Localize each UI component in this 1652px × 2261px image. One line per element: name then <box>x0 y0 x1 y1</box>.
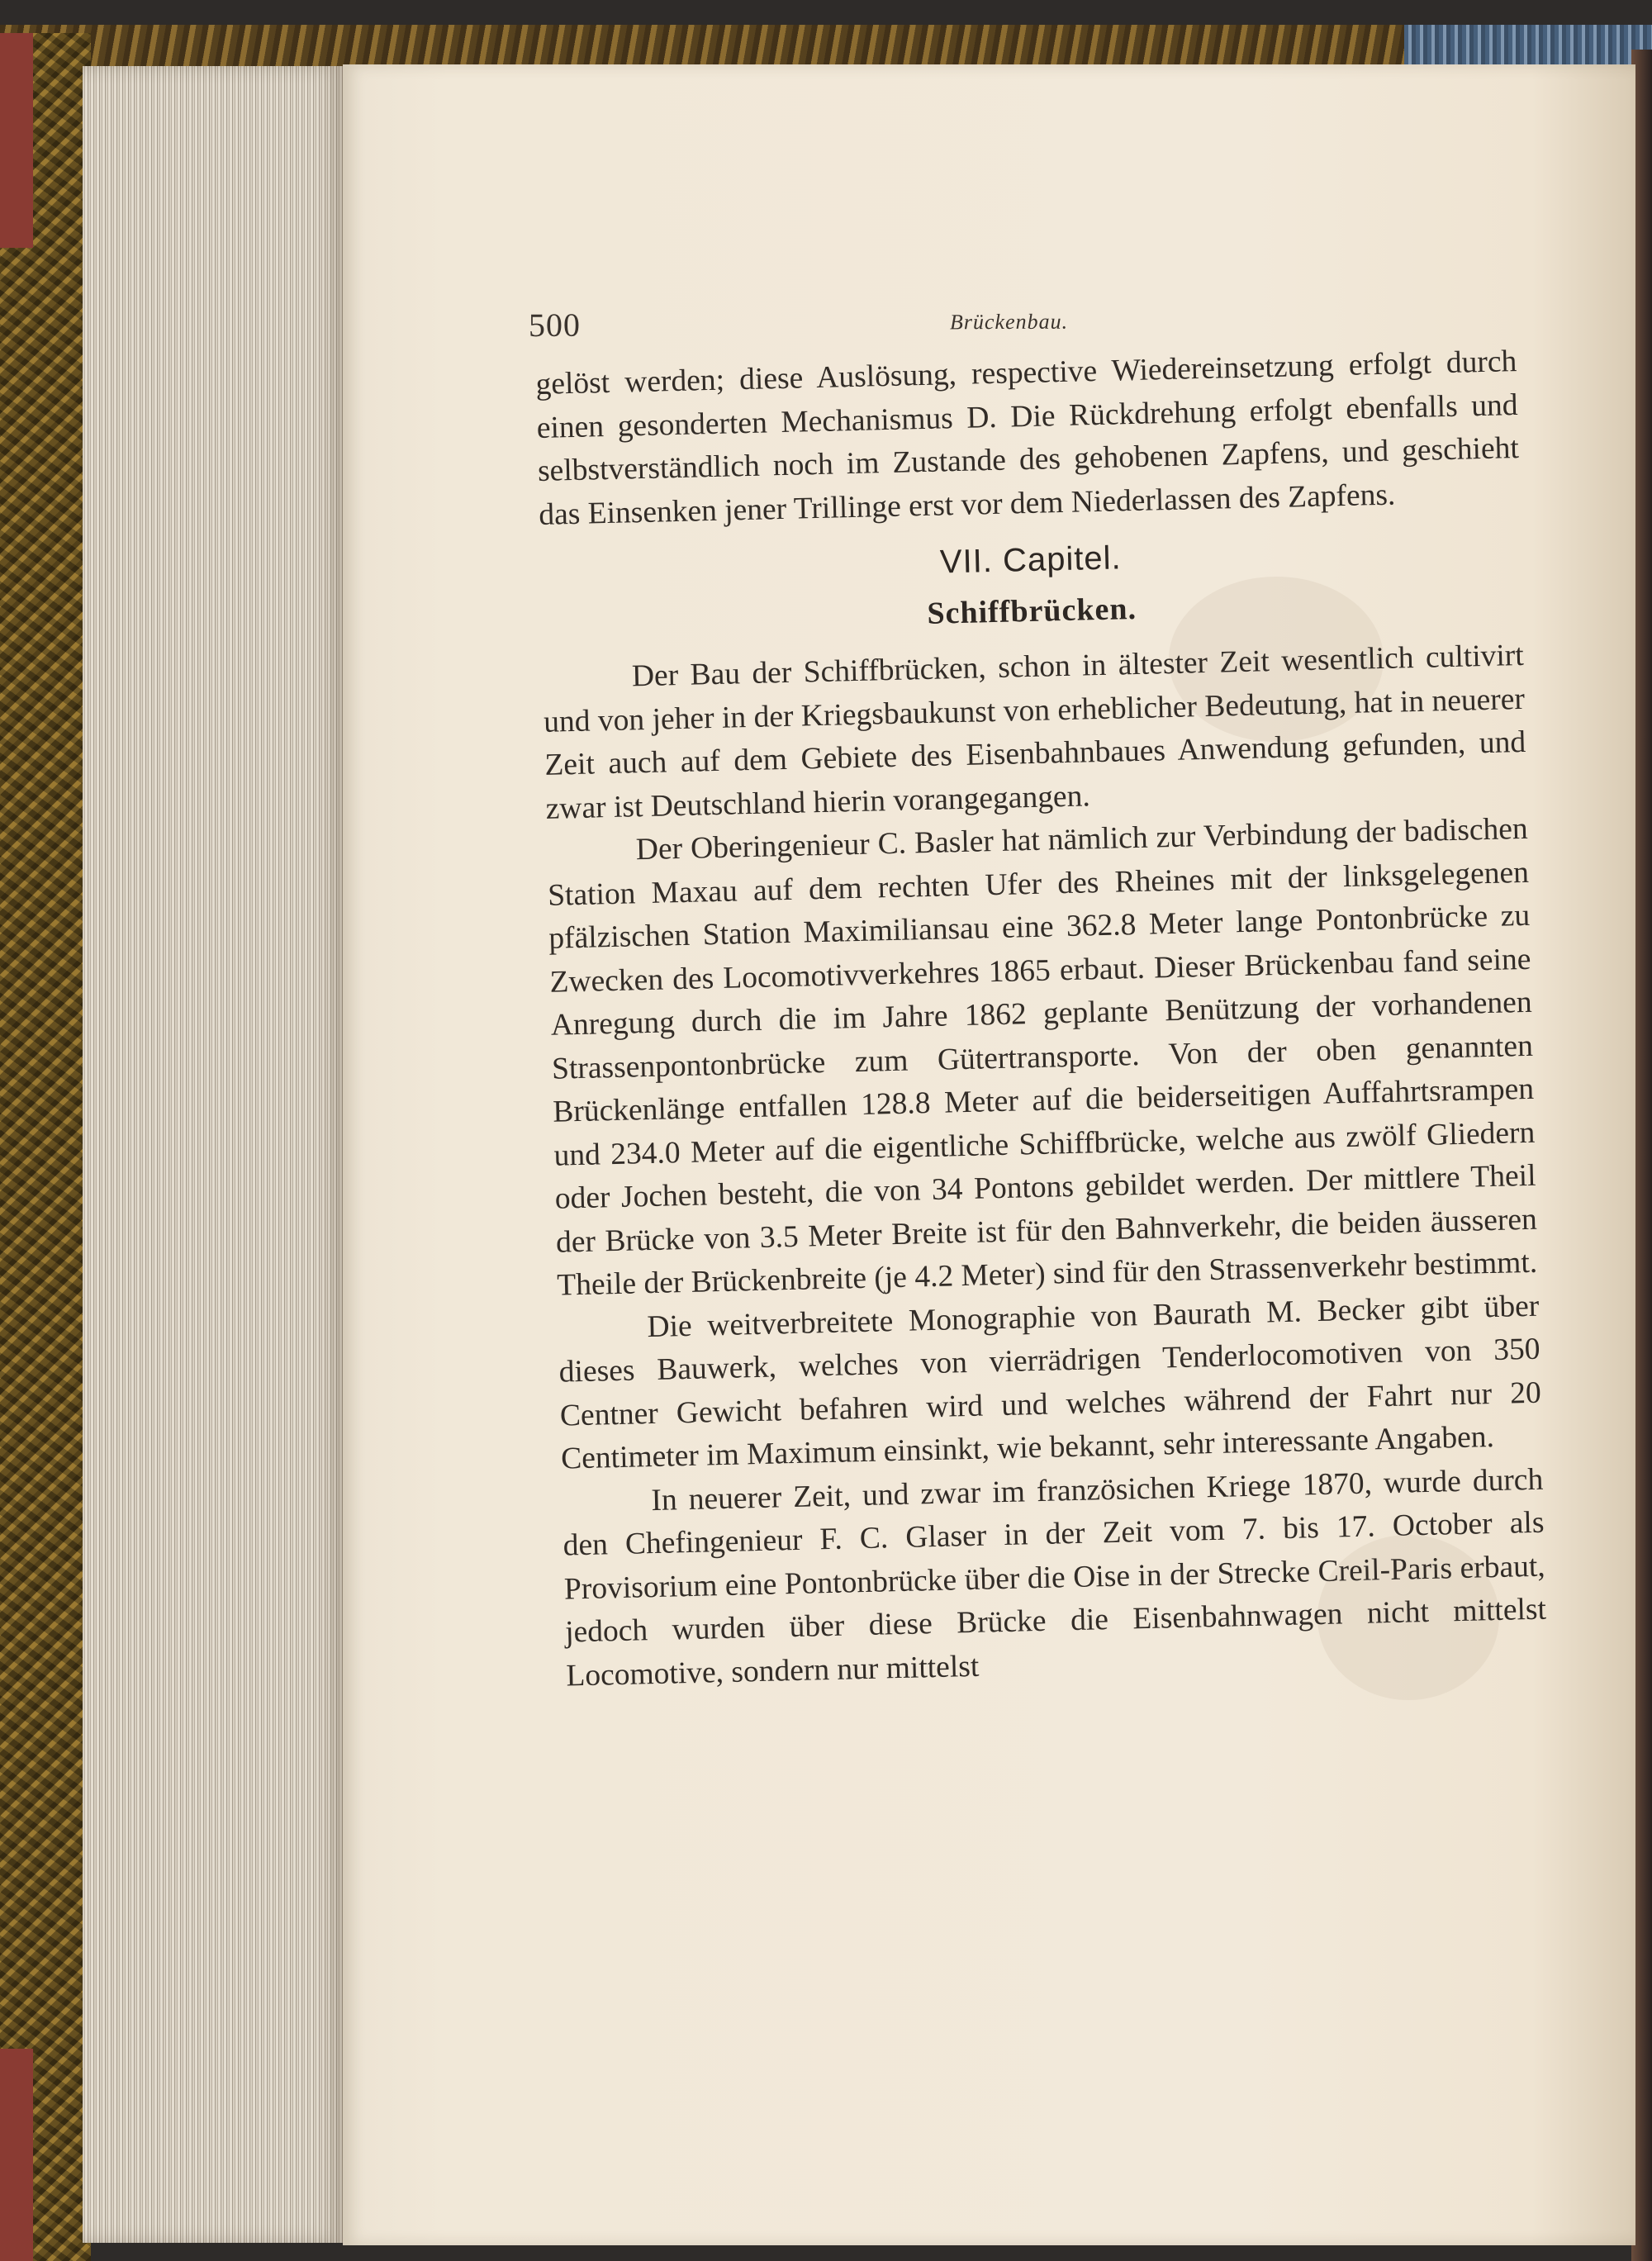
paragraph: In neuerer Zeit, und zwar im französichen Kriege 1870, wurde durch den Chefingenieur F. C. Glaser in der Zeit vom 7. bis 17. October als Provisorium eine Pontonbrücke über die Oise in der Strecke Creil-Paris erbaut, jedoch wurden über diese Brücke die Eisenbahnwagen nicht mittelst Locomotive, sondern nur mittelst <box>563 1462 1547 1693</box>
chapter-subtitle: Schiffbrücken. <box>926 591 1137 631</box>
book-cover-leather-corner-bottom <box>0 2049 33 2261</box>
book-cover-marbled-edge <box>0 33 91 2261</box>
paragraph: Die weitverbreitete Monographie von Baurath M. Becker gibt über dieses Bauwerk, welches von vierrädrigen Tenderlocomotiven von 350 Centner Gewicht befahren wird und welches während der Fahrt nur 20 Centimeter im Maximum einsinkt, wie bekannt, sehr interessante Angaben. <box>558 1289 1542 1476</box>
chapter-heading: VII. Capitel. <box>939 539 1123 581</box>
paragraph-continuation: gelöst werden; diese Auslösung, respective Wiedereinsetzung erfolgt durch einen gesonderten Mechanismus D. Die Rückdrehung erfolgt ebenfalls und selbstverständlich noch im Zustande des gehobenen Zapfens, und geschieht das Einsenken jener Trillinge erst vor dem Niederlassen des Zapfens. <box>535 344 1520 532</box>
book-cover-leather-corner-top <box>0 33 33 248</box>
page-number: 500 <box>528 306 582 344</box>
paragraph: Der Bau der Schiffbrücken, schon in ältester Zeit wesentlich cultivirt und von jeher in der Kriegsbaukunst von erheblicher Bedeutung, hat in neuerer Zeit auch auf dem Gebiete des Eisenbahnbaues Anwendung gefunden, und zwar ist Deutschland hierin vorangegangen. <box>543 638 1526 826</box>
paragraph: Der Oberingenieur C. Basler hat nämlich zur Verbindung der badischen Station Maxau auf dem rechten Ufer des Rheines mit der linksgelegenen pfälzischen Station Maximiliansau eine 362.8 Meter lange Pontonbrücke zu Zwecken des Locomotivverkehres 1865 erbaut. Dieser Brückenbau fand seine Anregung durch die im Jahre 1862 geplante Benützung der vorhandenen Strassenpontonbrücke zum Gütertransporte. Von der oben genannten Brückenlänge entfallen 128.8 Meter auf die beiderseitigen Auffahrtsrampen und 234.0 Meter auf die eigentliche Schiffbrücke, welche aus zwölf Gliedern oder Jochen besteht, die von 34 Pontons gebildet werden. Der mittlere Theil der Brücke von 3.5 Meter Breite ist für den Bahnverkehr, die beiden äusseren Theile der Brückenbreite (je 4.2 Meter) sind für den Strassenverkehr bestimmt. <box>547 811 1538 1303</box>
body-text <box>535 340 1548 1698</box>
page-stack-edges <box>83 66 347 2243</box>
running-title: Brückenbau. <box>949 309 1069 335</box>
